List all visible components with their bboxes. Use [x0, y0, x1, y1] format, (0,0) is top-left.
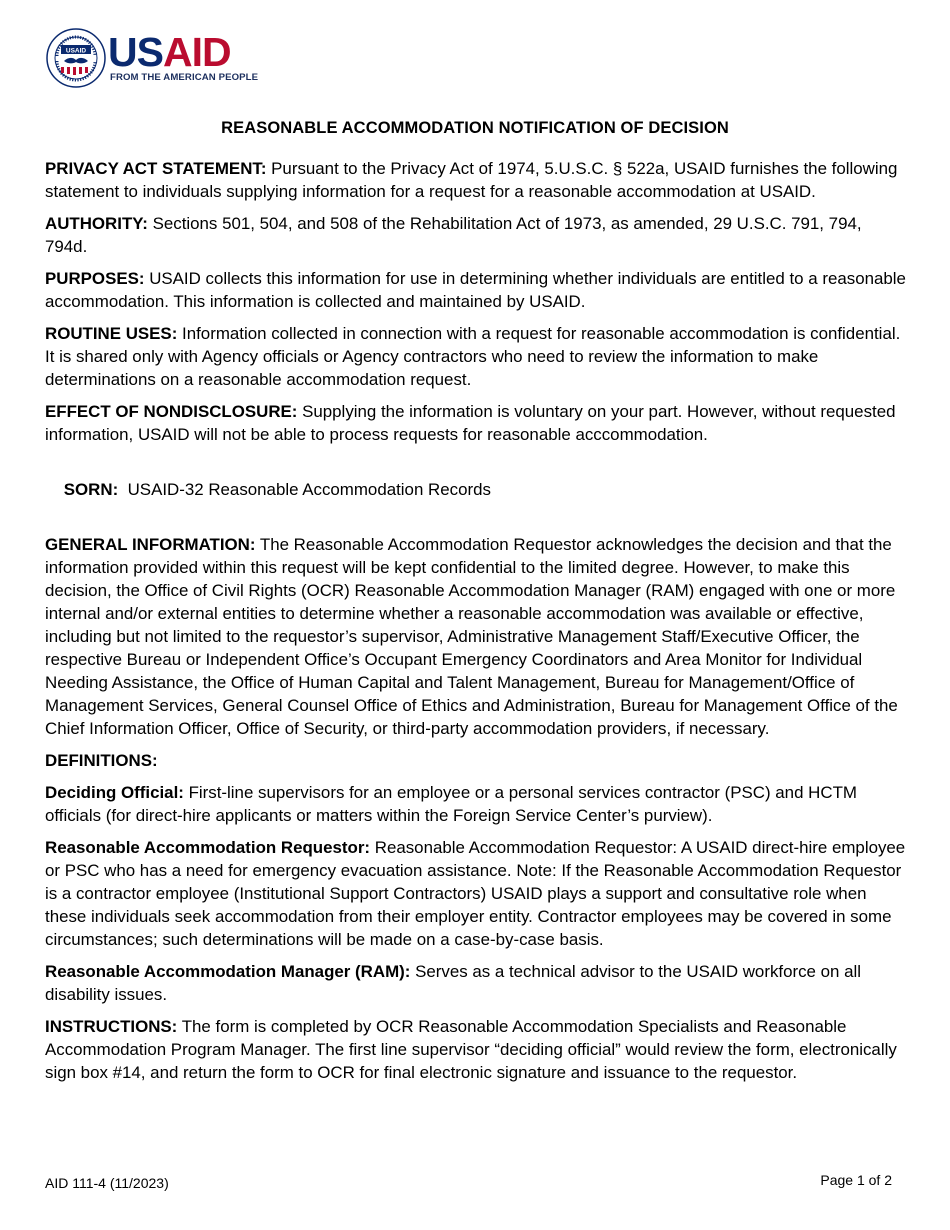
requestor-text: Reasonable Accommodation Requestor: A USAID direct-hire employee or PSC who has a need for emergency evacuation assistance. Note: If the Reasonable Accommodation Requestor is a contractor employee (Institutional Support Contractors) USAID plays a support and consultative role when these individuals seek accommodation from their employer entity. Contractor employees may be covered in some circumstances; such determinations will be made on a case-by-case basis. [45, 838, 906, 949]
routine-uses-text: Information collected in connection with a request for reasonable accommodation is confidential. It is shared only with Agency officials or Agency contractors who need to review the information to make determinations on a reasonable accommodation request. [45, 324, 901, 389]
effect-of-nondisclosure-text: Supplying the information is voluntary on your part. However, without requested information, USAID will not be able to process requests for reasonable acccommodation. [45, 402, 896, 444]
general-information-label: GENERAL INFORMATION: [45, 535, 256, 554]
usaid-logo [46, 28, 259, 88]
deciding-official-text: First-line supervisors for an employee or a personal services contractor (PSC) and HCTM officials (for direct-hire applicants or matters within the Foreign Service Center’s purview). [45, 783, 857, 825]
seal-label: USAID [65, 47, 87, 55]
form-id: AID 111-4 (11/2023) [45, 1175, 169, 1191]
ram-text: Serves as a technical advisor to the USAID workforce on all disability issues. [45, 962, 862, 1004]
sorn-label: SORN: [63, 480, 119, 499]
wordmark-aid: AID [162, 29, 231, 75]
usaid-wordmark [108, 30, 231, 74]
purposes-label: PURPOSES: [45, 269, 145, 288]
sorn-paragraph [45, 455, 907, 524]
instructions-label: INSTRUCTIONS: [45, 1017, 178, 1036]
authority-paragraph [45, 212, 907, 258]
authority-label: AUTHORITY: [45, 214, 148, 233]
privacy-act-text: Pursuant to the Privacy Act of 1974, 5.U.S.C. § 522a, USAID furnishes the following statement to individuals supplying information for a request for a reasonable accommodation at USAID. [45, 159, 898, 201]
ram-paragraph [45, 960, 907, 1006]
general-information-text: The Reasonable Accommodation Requestor acknowledges the decision and that the information provided within this request will be kept confidential to the limited degree. However, to make this decision, the Office of Civil Rights (OCR) Reasonable Accommodation Manager (RAM) engaged with one or more internal and/or external entities to determine whether a reasonable accommodation was available or effective, including but not limited to the requestor’s supervisor, Administrative Management Staff/Executive Officer, the respective Bureau or Independent Office’s Occupant Emergency Coordinators and Area Monitor for Individual Needing Assistance, the Office of Human Capital and Talent Management, Bureau for Management/Office of Management Services, General Counsel Office of Ethics and Administration, Bureau for Management Office of the Chief Information Officer, Office of Security, or third-party accommodation providers, if necessary. [45, 535, 898, 738]
page-number: Page 1 of 2 [820, 1172, 892, 1188]
document-body [45, 157, 907, 1093]
effect-of-nondisclosure-label: EFFECT OF NONDISCLOSURE: [45, 402, 298, 421]
general-information-paragraph [45, 533, 907, 740]
sorn-text: USAID-32 Reasonable Accommodation Records [118, 480, 491, 499]
instructions-text: The form is completed by OCR Reasonable Accommodation Specialists and Reasonable Accommodation Program Manager. The first line supervisor “deciding official” would review the form, electronically sign box #14, and return the form to OCR for final electronic signature and issuance to the requestor. [45, 1017, 897, 1082]
authority-text: Sections 501, 504, and 508 of the Rehabilitation Act of 1973, as amended, 29 U.S.C. 791, 794, 794d. [45, 214, 862, 256]
deciding-official-label: Deciding Official: [45, 783, 184, 802]
usaid-seal-icon [46, 28, 106, 88]
requestor-label: Reasonable Accommodation Requestor: [45, 838, 371, 857]
requestor-paragraph [45, 836, 907, 951]
instructions-paragraph [45, 1015, 907, 1084]
wordmark-us: US [108, 29, 163, 75]
page-title: REASONABLE ACCOMMODATION NOTIFICATION OF DECISION [221, 119, 729, 137]
purposes-text: USAID collects this information for use in determining whether individuals are entitled to a reasonable accommodation. This information is collected and maintained by USAID. [45, 269, 906, 311]
ram-label: Reasonable Accommodation Manager (RAM): [45, 962, 411, 981]
routine-uses-paragraph [45, 322, 907, 391]
definitions-heading [45, 749, 907, 772]
deciding-official-paragraph [45, 781, 907, 827]
logo-tagline: FROM THE AMERICAN PEOPLE [110, 72, 259, 83]
privacy-act-label: PRIVACY ACT STATEMENT: [45, 159, 267, 178]
purposes-paragraph [45, 267, 907, 313]
routine-uses-label: ROUTINE USES: [45, 324, 178, 343]
privacy-act-paragraph [45, 157, 907, 203]
effect-of-nondisclosure-paragraph [45, 400, 907, 446]
definitions-label: DEFINITIONS: [45, 751, 158, 770]
